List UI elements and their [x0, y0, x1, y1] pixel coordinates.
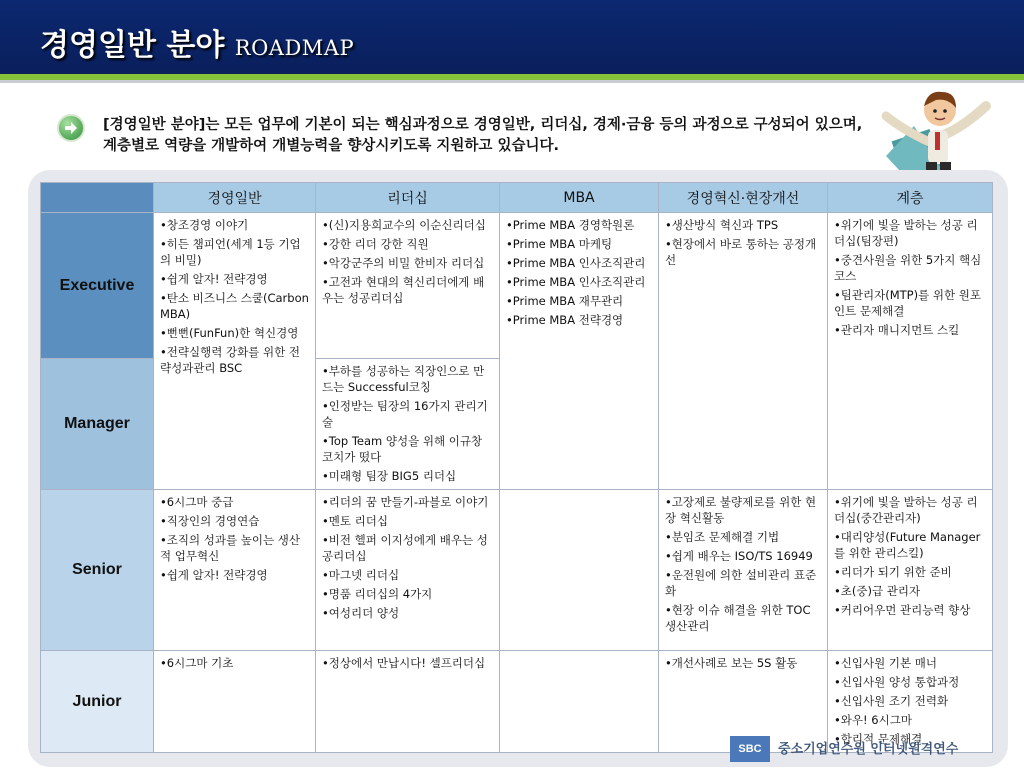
list-item: • 강한 리더 강한 직원 [322, 236, 493, 252]
footer-logo: SBC [730, 736, 770, 762]
list-item: • 합리적 문제해결 [834, 731, 986, 747]
header-bar [0, 0, 1024, 74]
list-item: • 신입사원 양성 통합과정 [834, 674, 986, 690]
list-item: • 멘토 리더십 [322, 513, 493, 529]
header-general: 경영일반 [154, 183, 316, 213]
cell-mgr-leadership [316, 359, 500, 490]
list-item: • 팀관리자(MTP)를 위한 원포인트 문제해결 [834, 287, 986, 319]
header-tier: 계층 [828, 183, 993, 213]
list-item: • 조직의 성과를 높이는 생산적 업무혁신 [160, 532, 309, 564]
list-item: • Prime MBA 전략경영 [506, 312, 652, 328]
list-item: • 분임조 문제해결 기법 [665, 529, 821, 545]
list-item: • 생산방식 혁신과 TPS [665, 217, 821, 233]
list-item: • 히든 챔피언(세계 1등 기업의 비밀) [160, 236, 309, 268]
list-item: • 고전과 현대의 혁신리더에게 배우는 성공리더십 [322, 274, 493, 306]
cell-exec-mgr-mba [500, 213, 659, 490]
header-mba: MBA [500, 183, 659, 213]
list-item: • 부하를 성공하는 직장인으로 만드는 Successful코칭 [322, 363, 493, 395]
list-item: • 정상에서 만납시다! 셀프리더십 [322, 655, 493, 671]
list-item: • 미래형 팀장 BIG5 리더십 [322, 468, 493, 484]
page-title-main: 경영일반 분야 [40, 28, 225, 63]
list-item: • 신입사원 조기 전력화 [834, 693, 986, 709]
list-item: • 고장제로 불량제로를 위한 현장 혁신활동 [665, 494, 821, 526]
page-title-sub: ROADMAP [234, 36, 355, 60]
list-item: • 위기에 빛을 발하는 성공 리더십(팀장편) [834, 217, 986, 249]
list-item: • 6시그마 기초 [160, 655, 309, 671]
table-header-row [41, 183, 993, 213]
list-item: • 와우! 6시그마 [834, 712, 986, 728]
list-item: • 중견사원을 위한 5가지 핵심코스 [834, 252, 986, 284]
level-senior: Senior [41, 490, 154, 651]
header-corner [41, 183, 154, 213]
list-item: • 위기에 빛을 발하는 성공 리더십(중간관리자) [834, 494, 986, 526]
list-item: • Prime MBA 재무관리 [506, 293, 652, 309]
list-item: • 쉽게 알자! 전략경영 [160, 567, 309, 583]
list-item: • 뻔뻔(FunFun)한 혁신경영 [160, 325, 309, 341]
list-item: • 6시그마 중급 [160, 494, 309, 510]
list-item: • 리더가 되기 위한 준비 [834, 564, 986, 580]
page-title [40, 20, 354, 64]
list-item: • Prime MBA 마케팅 [506, 236, 652, 252]
header-leadership: 리더십 [316, 183, 500, 213]
cell-senior-innovation [659, 490, 828, 651]
list-item: • 악강군주의 비밀 한비자 리더십 [322, 255, 493, 271]
list-item: • 창조경영 이야기 [160, 217, 309, 233]
list-item: • 개선사례로 보는 5S 활동 [665, 655, 821, 671]
list-item: • Prime MBA 경영학원론 [506, 217, 652, 233]
table-row-executive [41, 213, 993, 359]
cell-senior-tier [828, 490, 993, 651]
list-item: • 비전 헬퍼 이지성에게 배우는 성공리더십 [322, 532, 493, 564]
cell-exec-mgr-tier [828, 213, 993, 490]
header-innovation: 경영혁신·현장개선 [659, 183, 828, 213]
roadmap-table [40, 182, 993, 753]
footer-org-name: 중소기업연수원 인터넷원격연수 [778, 742, 959, 757]
list-item: • 운전원에 의한 설비관리 표준화 [665, 567, 821, 599]
list-item: • 전략실행력 강화를 위한 전략성과관리 BSC [160, 344, 309, 376]
list-item: • 여성리더 양성 [322, 605, 493, 621]
arrow-right-circle-icon [57, 114, 85, 142]
list-item: • 쉽게 배우는 ISO/TS 16949 [665, 548, 821, 564]
list-item: • 커리어우먼 관리능력 향상 [834, 602, 986, 618]
list-item: • 현장 이슈 해결을 위한 TOC 생산관리 [665, 602, 821, 634]
cell-senior-mba [500, 490, 659, 651]
level-executive: Executive [41, 213, 154, 359]
table-row-senior [41, 490, 993, 651]
list-item: • Top Team 양성을 위해 이규창 코치가 떴다 [322, 433, 493, 465]
cell-junior-mba [500, 651, 659, 753]
list-item: • 탄소 비즈니스 스쿨(Carbon MBA) [160, 290, 309, 322]
list-item: • 관리자 매니지먼트 스킬 [834, 322, 986, 338]
cell-junior-general [154, 651, 316, 753]
list-item: • 인정받는 팀장의 16가지 관리기술 [322, 398, 493, 430]
list-item: • 신입사원 기본 매너 [834, 655, 986, 671]
cell-exec-mgr-innovation [659, 213, 828, 490]
list-item: • 대리양성(Future Manager를 위한 관리스킬) [834, 529, 986, 561]
cell-senior-leadership [316, 490, 500, 651]
list-item: • 현장에서 바로 통하는 공정개선 [665, 236, 821, 268]
level-manager: Manager [41, 359, 154, 490]
list-item: • Prime MBA 인사조직관리 [506, 255, 652, 271]
cell-exec-leadership [316, 213, 500, 359]
header-shadow [0, 80, 1024, 83]
list-item: • 쉽게 알자! 전략경영 [160, 271, 309, 287]
level-junior: Junior [41, 651, 154, 753]
list-item: • 마그넷 리더십 [322, 567, 493, 583]
list-item: • 초(중)급 관리자 [834, 583, 986, 599]
list-item: • 명품 리더십의 4가지 [322, 586, 493, 602]
cell-exec-mgr-general [154, 213, 316, 490]
list-item: • Prime MBA 인사조직관리 [506, 274, 652, 290]
list-item: • (신)지용희교수의 이순신리더십 [322, 217, 493, 233]
list-item: • 리더의 꿈 만들기-파블로 이야기 [322, 494, 493, 510]
intro-text: [경영일반 분야]는 모든 업무에 기본이 되는 핵심과정으로 경영일반, 리더십, 경제·금융 등의 과정으로 구성되어 있으며, 계층별로 역량을 개발하여 개별능력을 향상시키도록 지원하고 있습니다. [103, 117, 863, 154]
cell-senior-general [154, 490, 316, 651]
list-item: • 직장인의 경영연습 [160, 513, 309, 529]
cell-junior-leadership [316, 651, 500, 753]
